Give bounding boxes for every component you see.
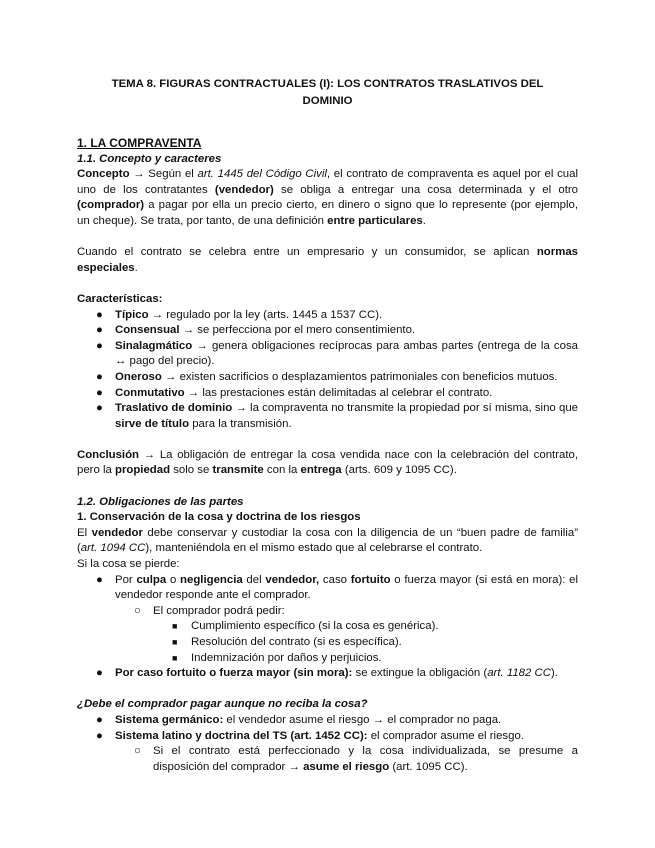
bullet-icon: ● [96, 729, 103, 742]
bullet-icon: ● [96, 573, 103, 586]
paragraph-vendedor: El vendedor debe conservar y custodiar la cosa con la diligencia de un “buen padre de familia” (art. 1094 CC), manteniéndola en el mismo estado que al celebrarse el contrato. [77, 526, 578, 555]
paragraph-conclusion: Conclusión → La obligación de entregar la cosa vendida nace con la celebración del contrato, pero la propiedad solo se transmite con la entrega (arts. 609 y 1095 CC). [77, 448, 578, 477]
section-heading-compraventa: 1. LA COMPRAVENTA [77, 136, 202, 150]
bullet-icon: ● [96, 324, 103, 337]
list-item: ○ Si el contrato está perfeccionado y la cosa individualizada, se presume a disposición del comprador → asume el riesgo (art. 1095 CC). [134, 745, 578, 773]
subheading-obligaciones: 1.2. Obligaciones de las partes [77, 495, 244, 508]
circle-bullet-icon: ○ [134, 604, 141, 617]
square-bullet-icon: ■ [172, 637, 178, 647]
list-item: ● Oneroso → existen sacrificios o desplazamientos patrimoniales con beneficios mutuos. [77, 370, 578, 386]
subheading-concepto: 1.1. Concepto y caracteres [77, 152, 222, 165]
bullet-icon: ● [96, 402, 103, 415]
bullet-icon: ● [96, 370, 103, 383]
bullet-icon: ● [96, 339, 103, 352]
circle-bullet-icon: ○ [134, 745, 141, 758]
title-line-1: TEMA 8. FIGURAS CONTRACTUALES (I): LOS CONTRATOS TRASLATIVOS DEL [111, 78, 544, 90]
list-item: ● Sistema germánico: el vendedor asume el riesgo → el comprador no paga. [77, 713, 578, 729]
list-item: ● Traslativo de dominio → la compraventa no transmite la propiedad por sí misma, sino que sirve de título para la transmisión. [96, 402, 578, 430]
perdida-list [77, 573, 578, 682]
list-item: ■ Cumplimiento específico (si la cosa es genérica). [77, 619, 578, 635]
document-title [77, 76, 578, 110]
heading-conservacion: 1. Conservación de la cosa y doctrina de los riesgos [77, 511, 361, 524]
list-item: ● Típico → regulado por la ley (arts. 1445 a 1537 CC). [77, 308, 578, 324]
paragraph-consumidor: Cuando el contrato se celebra entre un empresario y un consumidor, se aplican normas especiales. [77, 246, 578, 274]
square-bullet-icon: ■ [172, 621, 178, 632]
list-item: ■ Resolución del contrato (si es específica). [77, 635, 578, 651]
list-item: ○ El comprador podrá pedir: [77, 604, 578, 620]
list-item: ● Sistema latino y doctrina del TS (art. 1452 CC): el comprador asume el riesgo. [77, 729, 578, 745]
list-item: ● Por caso fortuito o fuerza mayor (sin mora): se extingue la obligación (art. 1182 CC). [77, 666, 578, 682]
sistemas-list [77, 713, 578, 775]
list-item: ● Consensual → se perfecciona por el mero consentimiento. [77, 323, 578, 339]
question-heading: ¿Debe el comprador pagar aunque no reciba la cosa? [77, 698, 368, 711]
caracteristicas-list [77, 308, 578, 433]
list-item: ● Sinalagmático → genera obligaciones recíprocas para ambas partes (entrega de la cosa ↔ pago del precio). [96, 339, 578, 368]
list-item: ● Conmutativo → las prestaciones están delimitadas al celebrar el contrato. [77, 386, 578, 402]
bullet-icon: ● [96, 667, 103, 680]
list-item: ● Por culpa o negligencia del vendedor, caso fortuito o fuerza mayor (si está en mora): el vendedor responde ante el comprador. [96, 573, 579, 602]
document-page [77, 76, 578, 775]
bullet-icon: ● [96, 386, 103, 399]
bullet-icon: ● [96, 308, 103, 321]
paragraph-concepto: Concepto → Según el art. 1445 del Código Civil, el contrato de compraventa es aquel por el cual uno de los contratantes (vendedor) se obliga a entregar una cosa determinada y el otro (comprador) a pagar por ella un precio cierto, en dinero o signo que lo represente (por ejemplo, un cheque). Se trata, por tanto, de una definición entre particulares. [77, 168, 578, 227]
paragraph-si-se-pierde: Si la cosa se pierde: [77, 558, 180, 571]
bullet-icon: ● [96, 713, 103, 726]
caracteristicas-label: Características: [77, 292, 163, 305]
list-item: ■ Indemnización por daños y perjuicios. [77, 651, 578, 667]
title-line-2: DOMINIO [302, 95, 353, 107]
square-bullet-icon: ■ [172, 652, 178, 663]
